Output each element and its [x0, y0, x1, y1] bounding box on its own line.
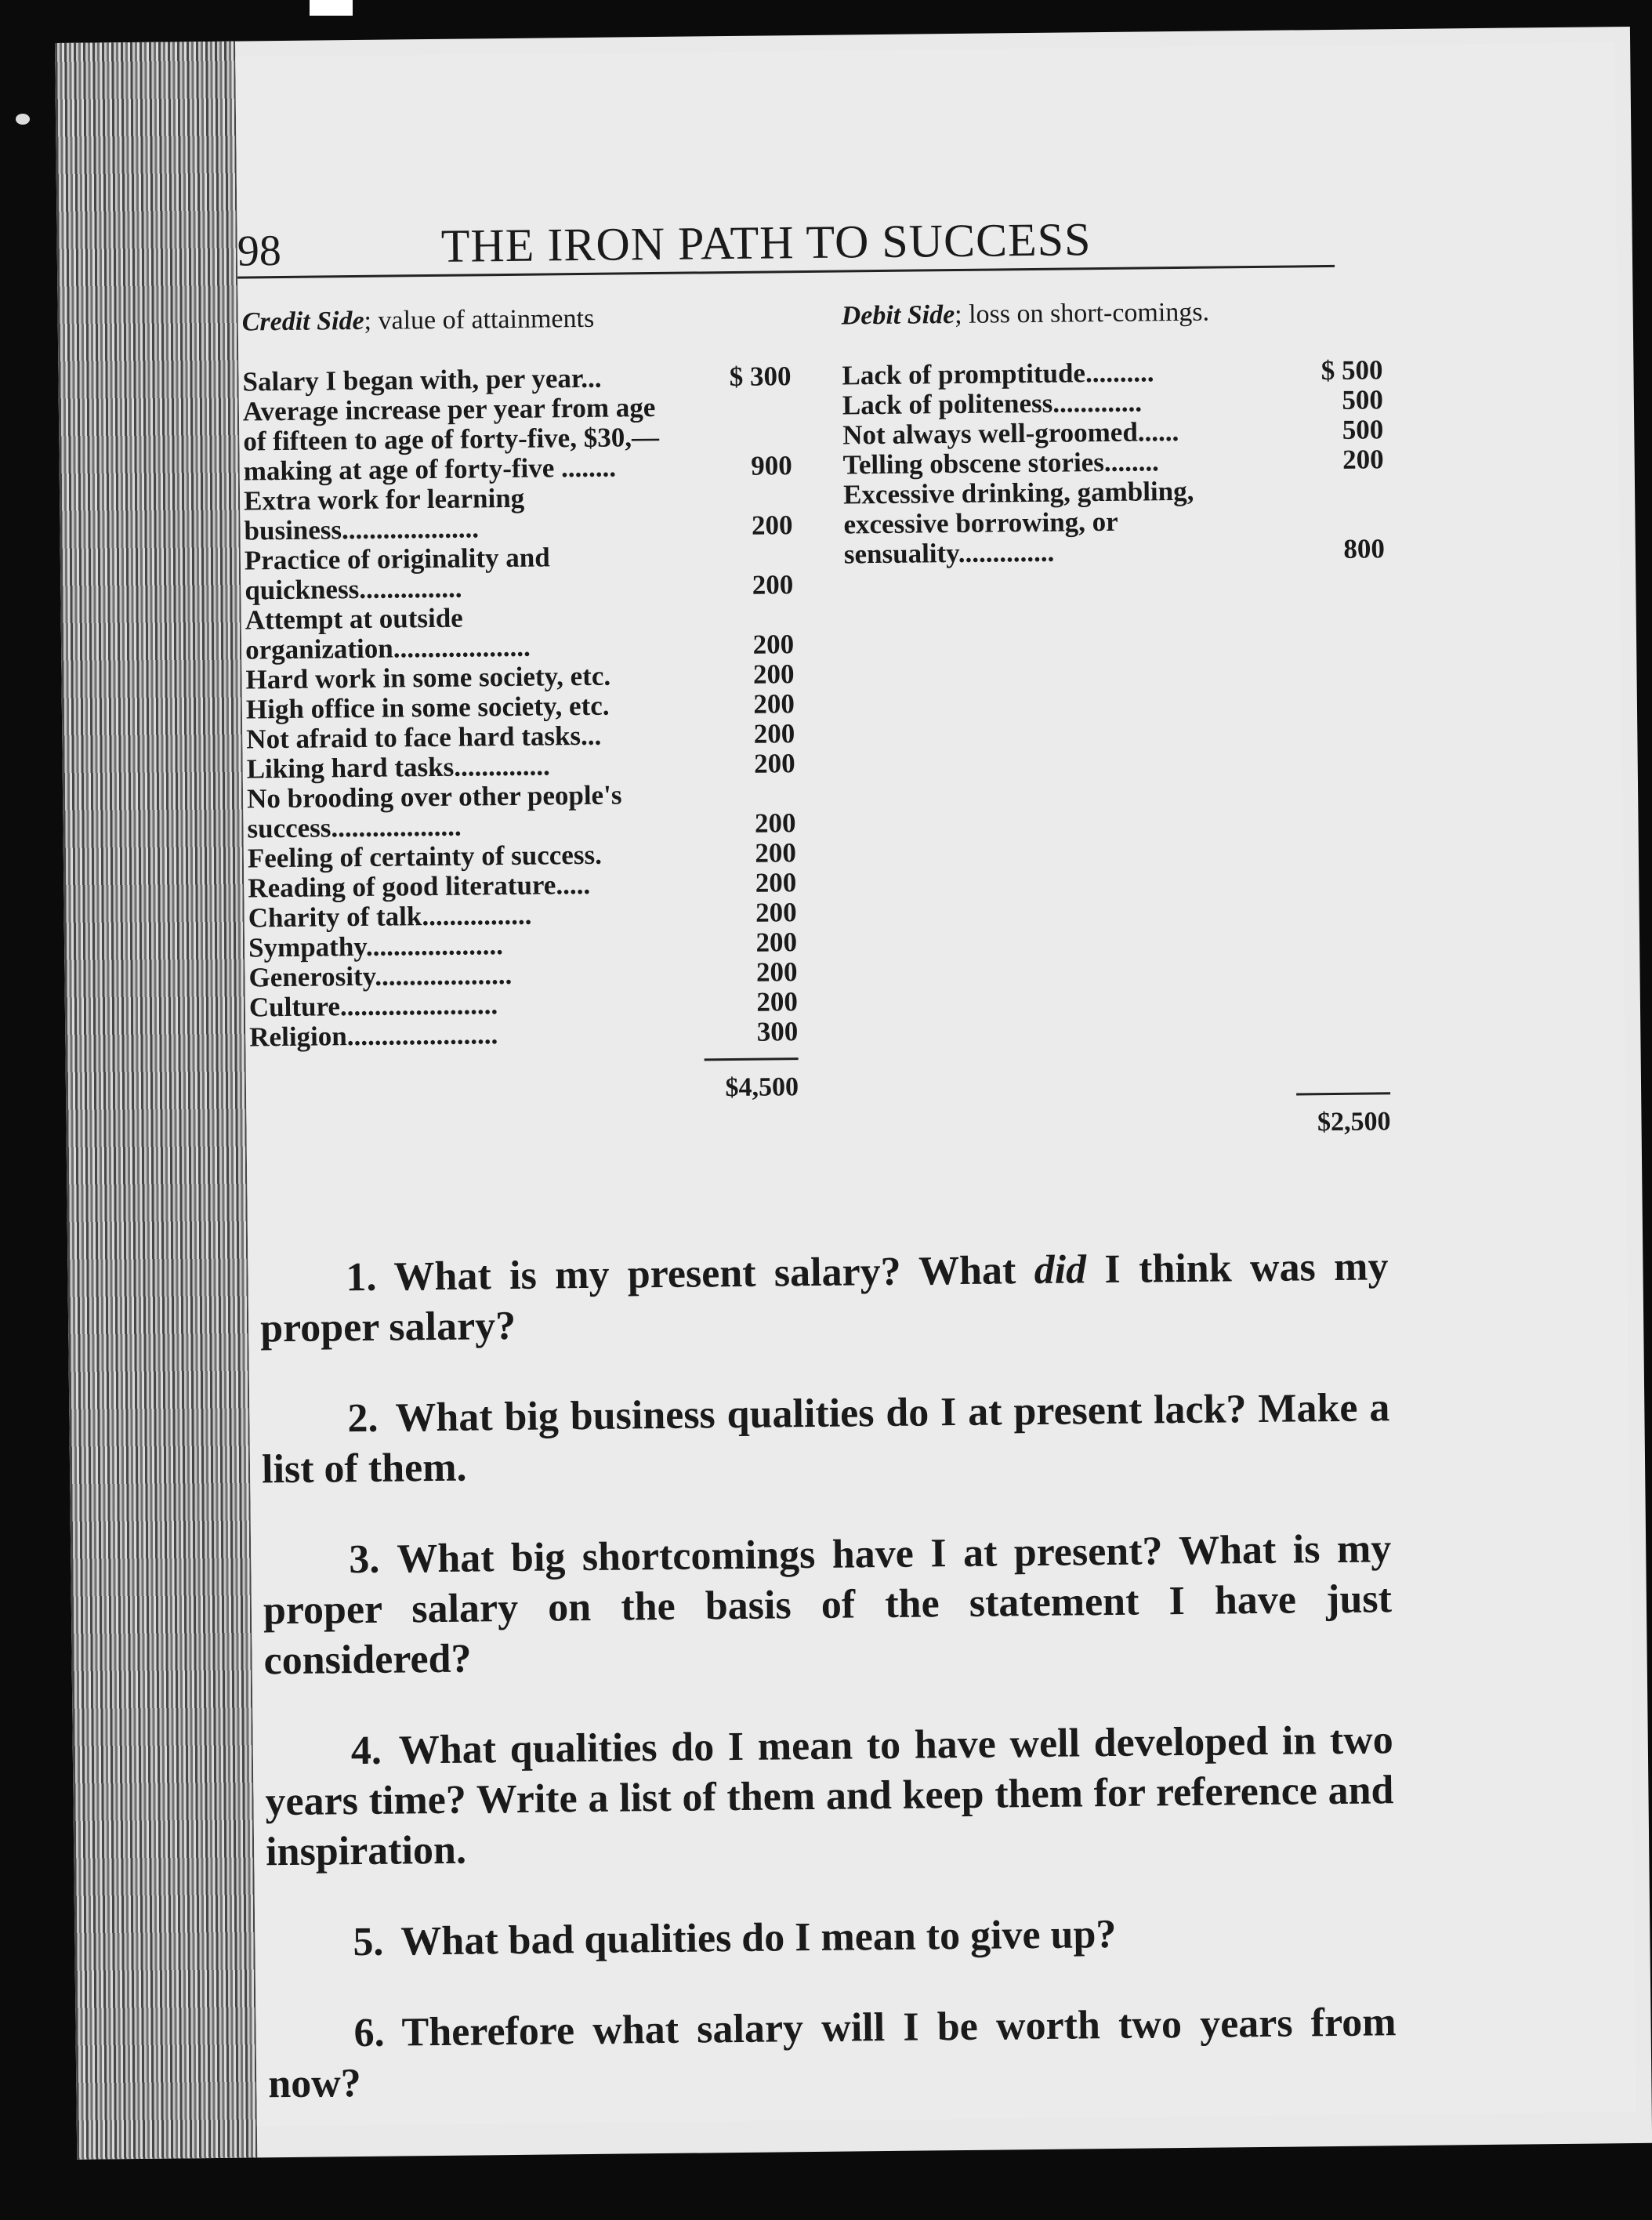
debit-item-amount: 800	[1343, 533, 1386, 564]
credit-column	[242, 302, 799, 1108]
debit-column	[842, 296, 1391, 1142]
debit-item-amount: $ 500	[1321, 354, 1383, 386]
question-number: 2.	[347, 1395, 379, 1442]
book-spine-edge	[55, 42, 257, 2160]
debit-total-rule	[1296, 1092, 1390, 1095]
question-emphasis: did	[1034, 1247, 1087, 1293]
debit-item-text: Not always well-groomed......	[842, 416, 1179, 451]
credit-item-text: Religion......................	[249, 1019, 498, 1053]
credit-item-text: Hard work in some society, etc.	[245, 660, 611, 695]
debit-item-text: Telling obscene stories........	[842, 446, 1160, 481]
question-number: 1.	[346, 1254, 377, 1300]
credit-item-text: Generosity....................	[248, 959, 513, 993]
credit-item	[243, 391, 792, 486]
debit-total: $2,500	[1317, 1107, 1391, 1137]
credit-item-text: Charity of talk................	[248, 899, 532, 934]
credit-item-amount: 200	[753, 688, 795, 720]
debit-item	[843, 474, 1385, 569]
credit-item-amount: 200	[754, 807, 796, 839]
credit-item-amount: 200	[751, 510, 793, 541]
credit-item-text: Reading of good literature.....	[248, 869, 591, 904]
credit-item-amount: 200	[752, 629, 795, 660]
debit-heading-text: ; loss on short-comings.	[954, 297, 1210, 329]
credit-item	[245, 540, 794, 605]
debit-item-text: Lack of politeness.............	[842, 386, 1143, 421]
credit-item-amount: $ 300	[729, 361, 792, 393]
debit-item-amount: 500	[1342, 384, 1384, 415]
credit-total: $4,500	[725, 1072, 799, 1103]
credit-item-text: High office in some society, etc.	[245, 690, 610, 725]
running-title: THE IRON PATH TO SUCCESS	[440, 213, 1092, 272]
debit-item-amount: 500	[1342, 414, 1384, 445]
page-header	[237, 210, 1335, 279]
credit-total-rule	[705, 1057, 799, 1061]
credit-label: Credit Side	[241, 306, 364, 337]
page-number: 98	[237, 226, 282, 276]
credit-list	[242, 361, 798, 1052]
credit-item-amount: 200	[755, 837, 797, 869]
credit-item-text: Not afraid to face hard tasks...	[246, 720, 602, 755]
scan-artifact	[310, 0, 353, 16]
credit-item-text: Liking hard tasks..............	[246, 750, 550, 785]
credit-item-amount: 900	[750, 450, 792, 481]
debit-spacer	[844, 564, 1390, 1086]
credit-item	[245, 600, 795, 665]
question-list	[259, 1201, 1397, 2147]
question-number: 6.	[353, 2010, 385, 2056]
credit-item-amount: 200	[755, 897, 797, 928]
question: 1. What is my present salary? What did I think was my proper salary?	[259, 1244, 1389, 1351]
credit-item-text: Culture.......................	[248, 989, 498, 1023]
question: 5. What bad qualities do I mean to give up?	[353, 1911, 1117, 1965]
scanned-page	[55, 27, 1652, 2160]
question-number: 4.	[350, 1728, 382, 1774]
credit-item-amount: 300	[756, 1016, 799, 1047]
credit-item-amount: 200	[755, 867, 797, 898]
credit-item-text: Sympathy....................	[248, 930, 504, 963]
credit-item-amount: 200	[755, 927, 798, 958]
debit-item-text: Lack of promptitude..........	[842, 357, 1154, 391]
credit-item-amount: 200	[755, 956, 798, 988]
credit-heading	[242, 302, 791, 337]
credit-item	[244, 481, 793, 546]
credit-item-text: Feeling of certainty of success.	[247, 839, 603, 874]
credit-item-amount: 200	[756, 986, 799, 1018]
question: 3. What big shortcomings have I at present? What is my proper salary on the basis of the statement I have just considered?	[263, 1526, 1393, 1684]
credit-item	[247, 778, 796, 843]
credit-heading-text: ; value of attainments	[364, 303, 595, 336]
scan-speck	[16, 114, 30, 125]
credit-item-amount: 200	[752, 569, 794, 600]
question: 4. What qualities do I mean to have well developed in two years time? Write a list of them and keep them for reference and inspiration.	[265, 1718, 1394, 1875]
credit-item-text: Attempt at outside organization....................	[245, 602, 531, 666]
credit-item	[249, 1017, 798, 1052]
credit-item-text: Salary I began with, per year...	[242, 362, 602, 397]
debit-heading	[842, 296, 1382, 331]
credit-item-amount: 200	[752, 658, 795, 690]
credit-item-text: Extra work for learning business....................	[243, 482, 525, 546]
debit-item-text: Excessive drinking, gambling, excessive borrowing, or sensuality..............	[842, 475, 1194, 570]
credit-item-text: Practice of originality and quickness...............	[244, 542, 550, 606]
debit-label: Debit Side	[841, 299, 955, 331]
credit-item-text: Average increase per year from age of fifteen to age of forty-five, $30,—making at age of forty-five ........	[242, 392, 660, 487]
credit-item-amount: 200	[753, 718, 795, 749]
credit-item-text: No brooding over other people's success...................	[246, 779, 622, 844]
question-number: 3.	[348, 1536, 380, 1583]
debit-item-amount: 200	[1342, 444, 1384, 475]
question-number: 5.	[353, 1919, 384, 1965]
question: 6. Therefore what salary will I be worth two years from now?	[267, 2000, 1397, 2107]
debit-list	[842, 355, 1385, 569]
question: 2. What big business qualities do I at present lack? Make a list of them.	[261, 1385, 1390, 1493]
credit-item-amount: 200	[753, 748, 795, 779]
